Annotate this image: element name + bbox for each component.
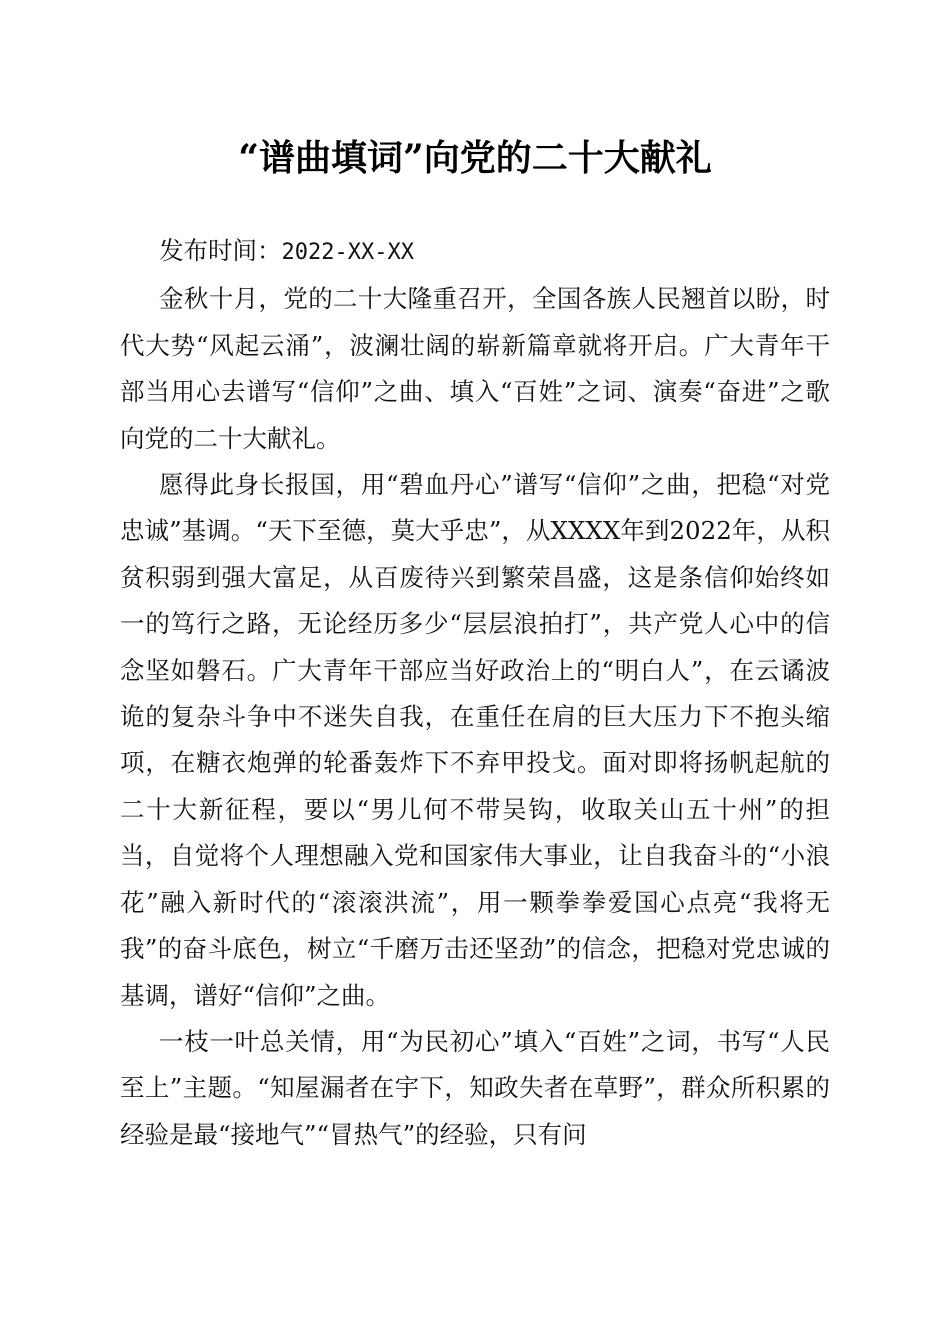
document-title: “谱曲填词”向党的二十大献礼 bbox=[238, 137, 712, 179]
paragraph-people: 一枝一叶总关情，用“为民初心”填入“百姓”之词，书写“人民至上”主题。“知屋漏者在宇下，知政失者在草野”，群众所积累的经验是最“接地气”“冒热气”的经验，只有问 bbox=[120, 1026, 830, 1149]
publish-time-label: 发布时间： bbox=[159, 236, 282, 265]
publish-time bbox=[120, 228, 830, 276]
paragraph-intro: 金秋十月，党的二十大隆重召开，全国各族人民翘首以盼，时代大势“风起云涌”，波澜壮阔的崭新篇章就将开启。广大青年干部当用心去谱写“信仰”之曲、填入“百姓”之词、演奏“奋进”之歌向党的二十大献礼。 bbox=[120, 284, 830, 453]
publish-time-value: 2022-XX-XX bbox=[281, 240, 414, 265]
paragraph-faith: 愿得此身长报国，用“碧血丹心”谱写“信仰”之曲，把稳“对党忠诚”基调。“天下至德，莫大乎忠”，从XXXX年到2022年，从积贫积弱到强大富足，从百废待兴到繁荣昌盛，这是条信仰始终如一的笃行之路，无论经历多少“层层浪拍打”，共产党人心中的信念坚如磐石。广大青年干部应当好政治上的“明白人”，在云谲波诡的复杂斗争中不迷失自我，在重任在肩的巨大压力下不抱头缩项，在糖衣炮弹的轮番轰炸下不弃甲投戈。面对即将扬帆起航的二十大新征程，要以“男儿何不带吴钩，收取关山五十州”的担当，自觉将个人理想融入党和国家伟大事业，让自我奋斗的“小浪花”融入新时代的“滚滚洪流”，用一颗拳拳爱国心点亮“我将无我”的奋斗底色，树立“千磨万击还坚劲”的信念，把稳对党忠诚的基调，谱好“信仰”之曲。 bbox=[120, 470, 830, 1010]
document-body bbox=[120, 228, 830, 1158]
